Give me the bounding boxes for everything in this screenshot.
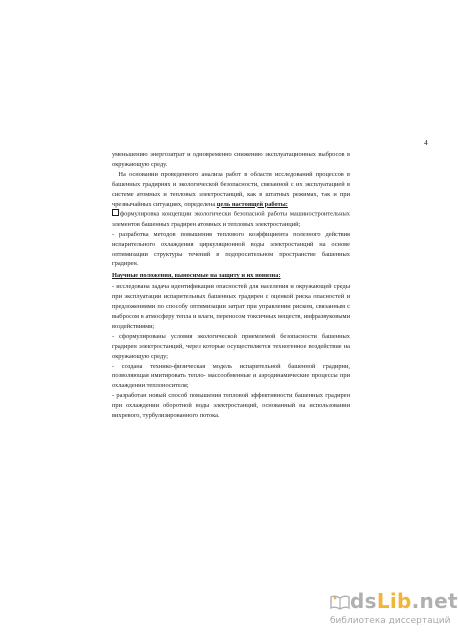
watermark-brand xyxy=(350,590,458,612)
page-number: 4 xyxy=(424,138,428,147)
paragraph-basis-text: На основании проведенного анализа работ в области исследований процессов в башенных градирнях и экологической безопасности, связанной с их эксплуатацией в системе атомных и тепловых электростанций, как в штатных режимах, так и при чрезвычайных ситуациях, определена xyxy=(112,170,350,208)
document-body xyxy=(112,150,350,421)
checkbox-bullet-icon xyxy=(112,209,119,216)
brand-accent: Lib xyxy=(376,589,412,613)
paragraph-intro: уменьшению энергозатрат и одновременно снижению эксплуатационных выбросов в окружающую среду. xyxy=(112,151,350,168)
paragraph-point-3: - создана технико-физическая модель испарительной башенной градирни, позволяющая имитировать тепло- массообменные и аэродинамические процессы при охлаждении теплоносителя; xyxy=(112,362,350,390)
paragraph-goal-2: - разработка методов повышения теплового коэффициента полезного действия испарительного охлаждения циркуляционной воды электростанций на основе оптимизации структуры течений в подоросительном пространстве башенных градирен. xyxy=(112,230,350,268)
paragraph-point-1: - исследована задача идентификации опасностей для населения и окружающей среды при эксплуатации испарительных башенных градирен с оценкой риска опасностей и предложениями по способу оптимизации затрат при управлении риском, связанным с выбросом в атмосферу тепла и влаги, переносом токсичных веществ, инфразвуковыми воздействиями; xyxy=(112,283,350,330)
goal-1-text: формулировка концепции экологически безопасной работы машиностроительных элементов башенных градирен атомных и тепловых электростанций; xyxy=(112,210,350,228)
section-heading: Научные положения, выносимые на защиту и их новизна: xyxy=(112,272,281,280)
dslib-watermark[interactable] xyxy=(330,589,458,632)
goal-label: цель настоящей работы: xyxy=(216,200,288,208)
paragraph-basis xyxy=(112,170,350,210)
paragraph-point-4: - разработан новый способ повышения тепловой эффективности башенных градирен при охлаждении оборотной воды электростанций, основанный на использовании вихревого, турбулизированного потока. xyxy=(112,392,350,420)
watermark-caption: библиотека диссертаций xyxy=(330,616,451,626)
open-book-icon xyxy=(330,594,350,610)
paragraph-point-2: - сформулированы условия экологической приемлемой безопасности башенных градирен электростанций, через которые осуществляется техногенное воздействие на окружающую среду; xyxy=(112,332,350,360)
brand-suffix: .net xyxy=(411,589,458,613)
brand-prefix: ds xyxy=(350,589,377,613)
paragraph-goal-1 xyxy=(112,209,350,229)
